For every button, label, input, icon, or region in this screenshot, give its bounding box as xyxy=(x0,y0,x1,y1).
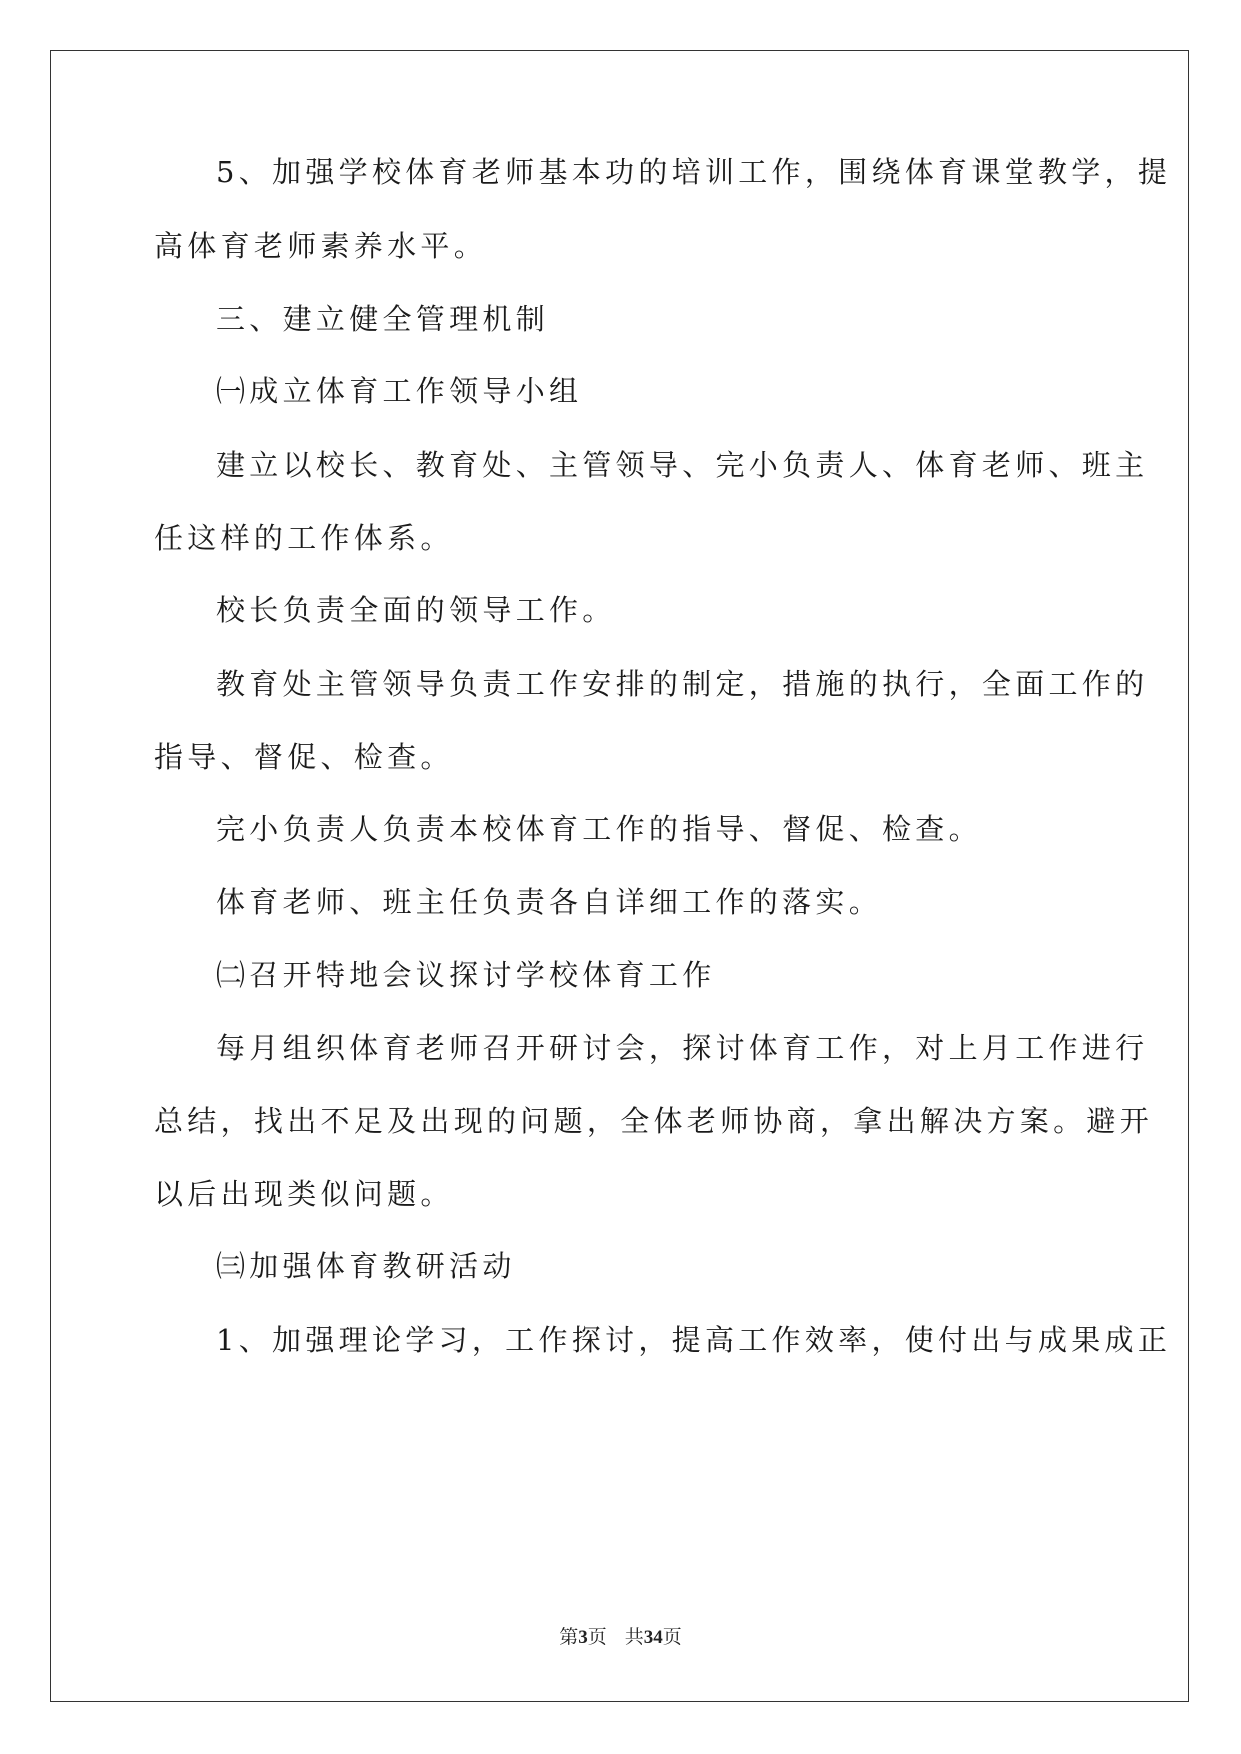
page-footer xyxy=(0,1626,1241,1650)
subsection-heading: ㈠成立体育工作领导小组 xyxy=(216,374,583,408)
paragraph-line: 完小负责人负责本校体育工作的指导、督促、检查。 xyxy=(216,812,982,846)
paragraph-line: 教育处主管领导负责工作安排的制定，措施的执行，全面工作的 xyxy=(216,667,1149,701)
page-prefix: 第 xyxy=(559,1627,579,1648)
paragraph-line: 体育老师、班主任负责各自详细工作的落实。 xyxy=(216,885,883,919)
paragraph-line: 任这样的工作体系。 xyxy=(154,521,454,555)
subsection-heading: ㈢加强体育教研活动 xyxy=(216,1249,516,1283)
subsection-heading: ㈡召开特地会议探讨学校体育工作 xyxy=(216,958,716,992)
section-heading: 三、建立健全管理机制 xyxy=(216,302,550,336)
total-suffix: 页 xyxy=(662,1627,682,1648)
total-pages: 34 xyxy=(643,1627,663,1648)
paragraph-line: 每月组织体育老师召开研讨会，探讨体育工作，对上月工作进行 xyxy=(216,1031,1149,1065)
paragraph-line: 校长负责全面的领导工作。 xyxy=(216,593,616,627)
paragraph-line: 以后出现类似问题。 xyxy=(154,1177,454,1211)
paragraph-line: 建立以校长、教育处、主管领导、完小负责人、体育老师、班主 xyxy=(216,448,1149,482)
paragraph-line: 5、加强学校体育老师基本功的培训工作，围绕体育课堂教学，提 xyxy=(216,155,1172,189)
paragraph-line: 指导、督促、检查。 xyxy=(154,740,454,774)
page-number: 3 xyxy=(578,1627,588,1648)
paragraph-line: 1、加强理论学习，工作探讨，提高工作效率，使付出与成果成正 xyxy=(216,1323,1172,1357)
page-border xyxy=(50,50,1189,1702)
total-prefix: 共 xyxy=(624,1627,644,1648)
paragraph-line: 总结，找出不足及出现的问题，全体老师协商，拿出解决方案。避开 xyxy=(154,1104,1154,1138)
paragraph-line: 高体育老师素养水平。 xyxy=(154,229,488,263)
page-suffix: 页 xyxy=(587,1627,607,1648)
